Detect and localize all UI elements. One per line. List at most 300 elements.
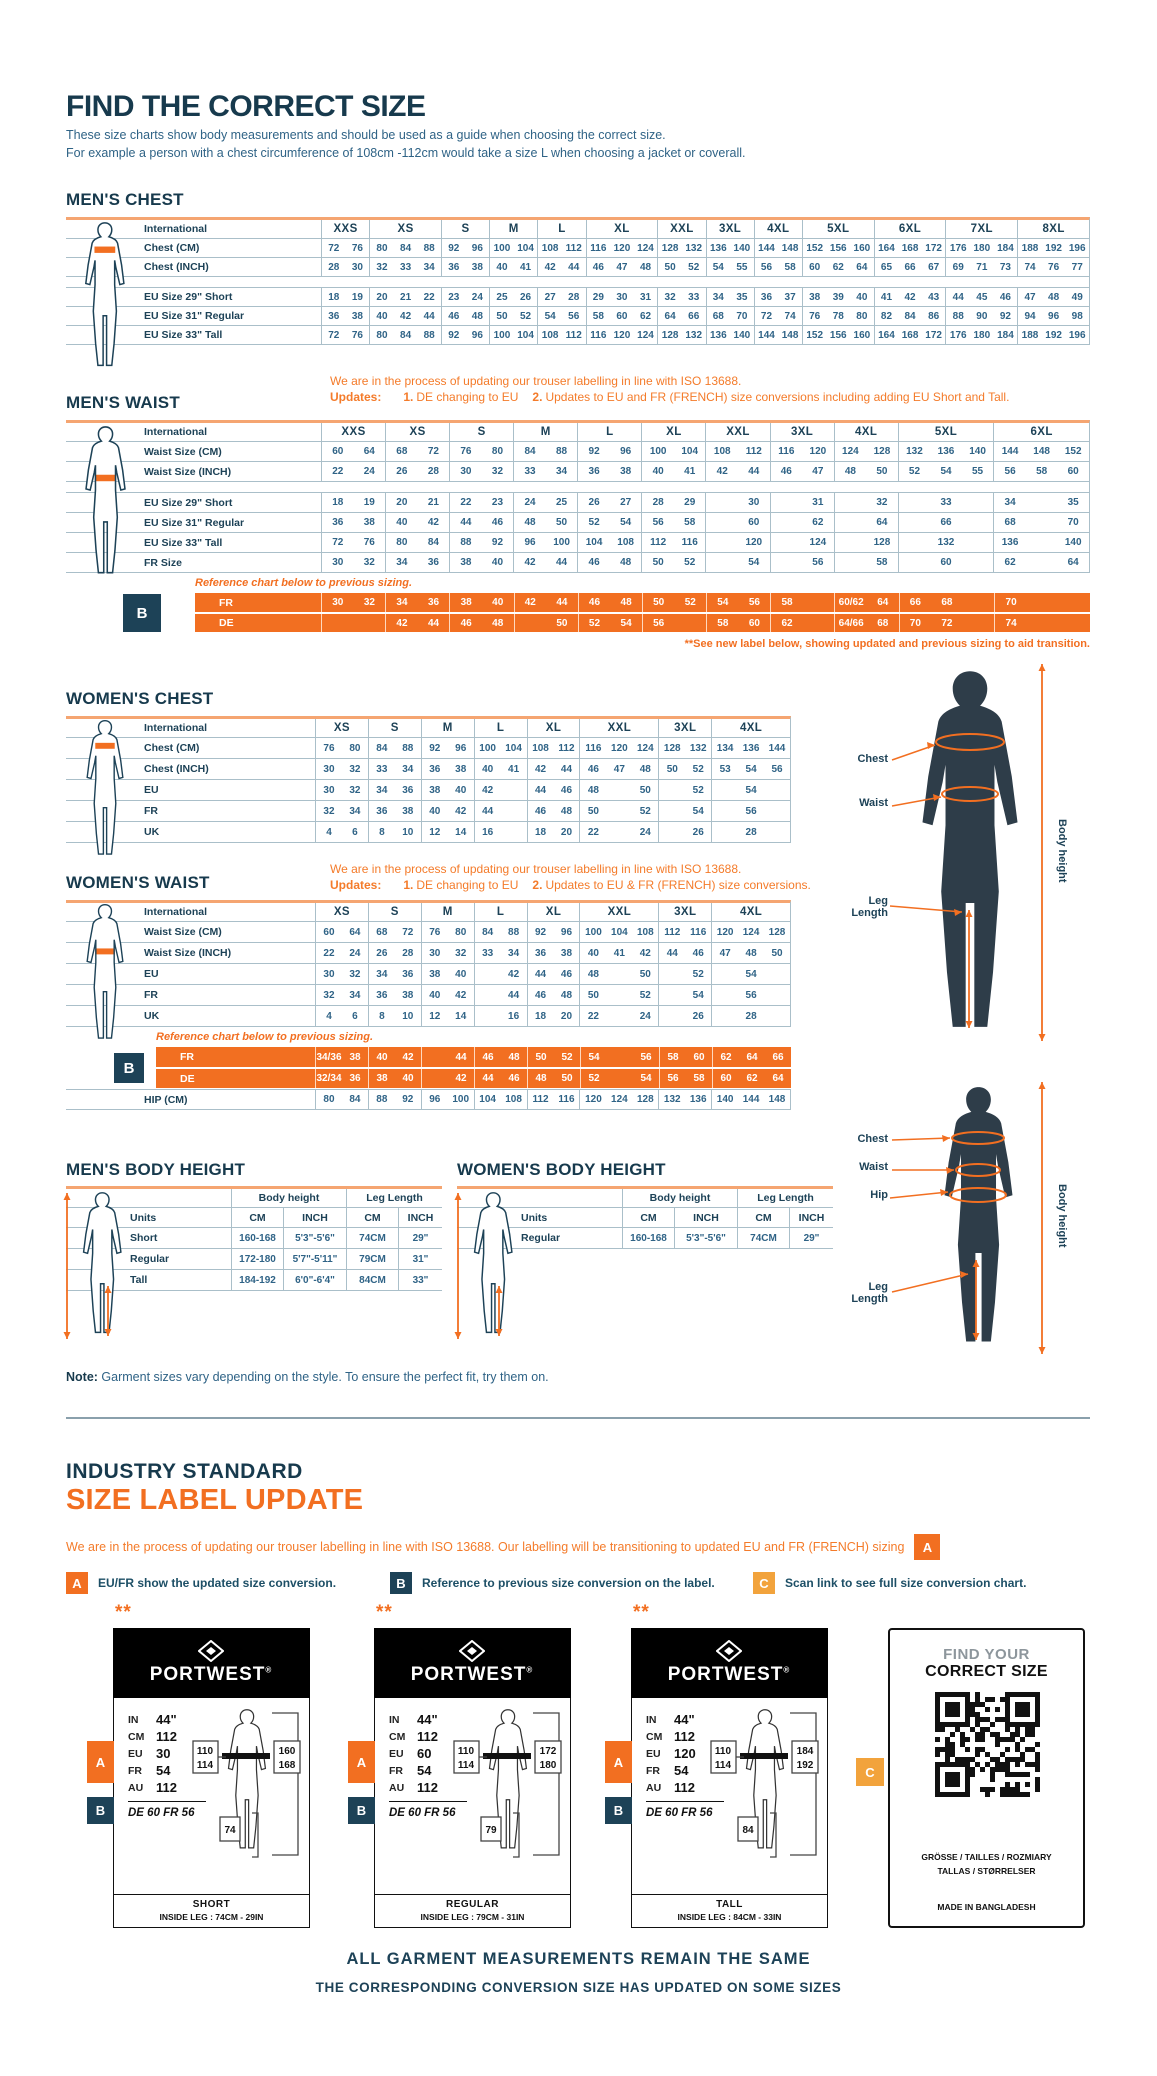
size-value: 96	[524, 537, 536, 548]
size-value: 26	[519, 291, 532, 303]
bh-col-header: INCH	[283, 1208, 346, 1227]
size-table-row	[66, 780, 791, 801]
size-value: 32	[349, 763, 361, 775]
size-group	[658, 822, 711, 842]
size-value: 50	[555, 517, 568, 528]
size-value: L	[606, 426, 614, 438]
bh-col-header: CM	[622, 1208, 674, 1227]
size-value: L	[558, 223, 566, 235]
size-value: 36	[760, 291, 773, 303]
size-value: 92	[491, 537, 504, 548]
size-group	[315, 903, 368, 921]
size-value: 43	[928, 291, 940, 303]
womens-waist-table	[66, 900, 791, 1110]
size-group	[527, 943, 580, 963]
size-value: 72	[941, 617, 953, 629]
size-value: 116	[590, 242, 607, 254]
size-value: 52	[688, 261, 700, 273]
size-value: 76	[809, 310, 821, 322]
previous-size-line: DE 60 FR 56	[128, 1807, 195, 1819]
size-group	[770, 553, 834, 572]
size-value: 50	[639, 968, 651, 980]
svg-text:180: 180	[539, 1760, 557, 1771]
size-value: 88	[460, 537, 472, 548]
size-group	[321, 326, 369, 344]
size-value: 31	[639, 291, 652, 303]
size-group	[513, 462, 577, 481]
size-value: 38	[809, 291, 821, 303]
size-table-row	[156, 1047, 791, 1068]
size-group	[711, 738, 790, 758]
size-value: 50	[652, 557, 664, 568]
size-value: 160	[853, 329, 871, 341]
size-value: 32	[455, 947, 467, 959]
size-group	[368, 759, 421, 779]
size-value: 50	[666, 763, 678, 775]
size-value: 54	[620, 517, 632, 528]
size-group	[945, 326, 1017, 344]
size-value: 21	[400, 291, 412, 303]
size-value: 36	[402, 784, 414, 796]
size-group	[527, 822, 580, 842]
size-value: 132	[685, 329, 703, 341]
size-value: 132	[685, 242, 703, 254]
bh-group-label: Leg Length	[737, 1189, 833, 1207]
size-value: 48	[535, 1073, 547, 1084]
size-group	[474, 903, 527, 921]
size-value: 52	[692, 784, 704, 796]
previous-size-line: DE 60 FR 56	[646, 1807, 713, 1819]
size-value: 148	[781, 242, 799, 254]
size-group	[421, 1090, 474, 1109]
size-value: 72	[760, 310, 773, 322]
size-value: 3XL	[718, 223, 742, 235]
size-value: 4XL	[739, 722, 763, 734]
size-value: 112	[532, 1094, 549, 1105]
measurement-key: FR	[389, 1764, 403, 1777]
size-group	[706, 288, 754, 306]
badge-b: B	[605, 1797, 632, 1824]
size-value: 6	[352, 826, 358, 838]
size-group	[834, 462, 898, 481]
size-value: 33	[688, 291, 700, 303]
row-label: Chest (CM)	[144, 242, 200, 254]
size-value: 8XL	[1042, 223, 1065, 235]
size-group	[770, 493, 834, 512]
size-value: 60	[323, 926, 335, 938]
size-group	[489, 258, 537, 276]
size-value: XS	[333, 906, 351, 918]
size-group	[754, 288, 802, 306]
size-value: XS	[333, 722, 351, 734]
size-value: 48	[844, 466, 856, 477]
size-value: 88	[423, 242, 435, 254]
size-value: 38	[620, 466, 632, 477]
size-value: 80	[491, 446, 504, 457]
mens-body-height-table	[66, 1186, 442, 1291]
size-group	[899, 614, 995, 632]
size-group	[321, 288, 369, 306]
size-group	[421, 943, 474, 963]
size-value: 92	[534, 926, 547, 938]
size-value: 46	[534, 989, 547, 1001]
size-group	[993, 553, 1089, 572]
size-value: 20	[560, 1010, 573, 1022]
label-figure-sketch	[453, 1705, 565, 1882]
size-value: 88	[555, 446, 568, 457]
size-value: 16	[508, 1010, 520, 1022]
size-group	[368, 719, 421, 737]
size-group	[537, 258, 585, 276]
size-value: 104	[505, 742, 522, 754]
size-value: 68	[877, 617, 889, 629]
bh-group-label: Body height	[622, 1189, 737, 1207]
size-value: 34	[402, 763, 414, 775]
registered-mark: ®	[783, 1665, 791, 1675]
measurement-list	[128, 1711, 177, 1796]
size-value: 164	[878, 329, 895, 341]
size-value: 48	[639, 763, 651, 775]
size-value: 34	[376, 784, 388, 796]
size-value: 108	[713, 446, 731, 457]
size-value: 136	[709, 329, 727, 341]
size-table-row	[66, 513, 1090, 533]
figure-label: Leg Length	[851, 1281, 888, 1305]
size-group	[441, 326, 489, 344]
transition-footnote: **See new label below, showing updated and previous sizing to aid transition.	[684, 638, 1090, 650]
size-group	[368, 964, 421, 984]
legend-item	[753, 1572, 1026, 1594]
size-value: 56	[745, 989, 757, 1001]
size-group	[658, 922, 711, 942]
size-group	[385, 423, 449, 441]
badge-a: A	[87, 1741, 114, 1783]
size-group	[711, 922, 790, 942]
size-value: 40	[429, 805, 441, 817]
womens-waist-title: WOMEN'S WAIST	[66, 873, 210, 892]
size-group	[658, 719, 711, 737]
size-value: 46	[560, 968, 573, 980]
size-value: 52	[639, 989, 651, 1001]
size-group	[321, 442, 385, 461]
size-group	[369, 288, 441, 306]
size-value: 44	[423, 310, 435, 322]
size-value: 38	[376, 1073, 388, 1084]
size-value: 184	[997, 242, 1014, 254]
size-value: 25	[496, 291, 508, 303]
size-group	[527, 1006, 580, 1026]
size-value: 160	[853, 242, 871, 254]
mens-waist-note	[330, 374, 1090, 405]
size-value: 40	[491, 557, 504, 568]
size-value: 74	[1024, 261, 1036, 273]
size-value: 50	[556, 617, 568, 629]
size-value: 52	[692, 763, 704, 775]
size-group	[705, 442, 769, 461]
svg-text:84: 84	[742, 1825, 754, 1836]
size-value: 84	[904, 310, 916, 322]
fit-name: SHORT	[192, 1899, 231, 1910]
measurement-row	[646, 1745, 696, 1762]
portwest-logo-header	[374, 1628, 571, 1698]
size-value: 10	[402, 1010, 414, 1022]
size-value: 50	[587, 805, 599, 817]
size-value: 44	[568, 261, 580, 273]
bh-data-row	[457, 1228, 833, 1249]
size-value: 34	[423, 261, 435, 273]
size-value: 48	[471, 310, 483, 322]
size-group	[586, 258, 658, 276]
size-group	[441, 220, 489, 238]
size-value: 38	[429, 784, 441, 796]
size-value: 132	[663, 1094, 681, 1105]
size-value: 34	[508, 947, 520, 959]
size-value: 116	[681, 537, 698, 548]
size-group	[874, 288, 946, 306]
size-value: 55	[736, 261, 748, 273]
size-value: 33	[376, 763, 388, 775]
size-value: 54	[544, 310, 556, 322]
size-table-row	[66, 922, 791, 943]
size-group	[657, 326, 705, 344]
size-group	[368, 1090, 421, 1109]
size-group	[474, 1047, 527, 1067]
size-value: 88	[508, 926, 520, 938]
size-group	[711, 822, 790, 842]
size-value: 152	[806, 329, 824, 341]
measurement-value: 112	[674, 1780, 695, 1795]
asterisks: **	[115, 1602, 132, 1623]
size-value: 66	[940, 517, 952, 528]
womens-waist-note	[330, 862, 950, 893]
size-value: 38	[429, 968, 441, 980]
size-value: 46	[592, 261, 604, 273]
size-value: 44	[455, 1051, 467, 1063]
size-value: 104	[585, 537, 603, 548]
size-value: 23	[491, 497, 504, 508]
row-label: Waist Size (CM)	[144, 445, 222, 458]
size-value: 22	[460, 497, 472, 508]
size-value: 36	[448, 261, 460, 273]
size-value: 40	[856, 291, 868, 303]
size-group	[321, 258, 369, 276]
size-value: 116	[690, 926, 707, 938]
size-value: 100	[493, 242, 511, 254]
size-group	[657, 258, 705, 276]
bh-data-row	[66, 1270, 442, 1291]
size-value: 52	[588, 617, 601, 629]
size-group	[441, 258, 489, 276]
size-value: XXS	[341, 426, 366, 438]
size-group	[874, 258, 946, 276]
size-value: 80	[856, 310, 868, 322]
size-group	[315, 801, 368, 821]
size-value: 48	[639, 261, 652, 273]
size-group	[368, 903, 421, 921]
size-value: 50	[653, 597, 665, 608]
size-value: 30	[460, 466, 472, 477]
bh-value: 74CM	[346, 1228, 398, 1248]
size-value: 32	[876, 497, 888, 508]
womens-body-height-table	[457, 1186, 833, 1249]
size-value: 42	[455, 805, 467, 817]
size-value: 34	[396, 597, 408, 608]
size-value: 36	[429, 763, 441, 775]
size-value: 56	[653, 617, 665, 629]
size-value: 98	[1071, 310, 1083, 322]
size-value: 42	[544, 261, 556, 273]
badge-b: B	[114, 1053, 144, 1083]
size-value: 22	[587, 826, 599, 838]
bh-fit-label: Short	[130, 1232, 158, 1244]
size-group	[474, 985, 527, 1005]
size-group	[993, 423, 1089, 441]
size-value: 54	[620, 617, 632, 629]
size-value: 69	[952, 261, 964, 273]
size-group	[993, 513, 1089, 532]
size-value: 52	[561, 1051, 573, 1063]
size-value: 54	[940, 466, 952, 477]
size-value: 58	[717, 617, 729, 629]
size-value: 30	[351, 261, 363, 273]
size-value: 40	[455, 968, 467, 980]
portwest-diamond-icon	[459, 1640, 485, 1662]
row-label: FR	[180, 1051, 194, 1063]
size-group	[657, 288, 705, 306]
row-label: International	[144, 722, 208, 734]
bh-col-header: INCH	[398, 1208, 442, 1227]
size-value: 50	[535, 1051, 547, 1063]
size-value: 40	[376, 1051, 388, 1063]
size-value: 44	[748, 466, 760, 477]
size-value: 18	[534, 1010, 547, 1022]
badge-a: A	[66, 1572, 88, 1594]
size-group	[586, 288, 658, 306]
size-group	[577, 493, 641, 512]
footer-line-2: THE CORRESPONDING CONVERSION SIZE HAS UPDATED ON SOME SIZES	[315, 1980, 842, 1995]
size-group	[474, 922, 527, 942]
size-group	[945, 258, 1017, 276]
size-value: 5XL	[934, 426, 958, 438]
size-group	[321, 493, 385, 512]
row-label: EU Size 33" Tall	[144, 329, 223, 341]
size-value: 28	[328, 261, 340, 273]
bh-value: 184-192	[231, 1270, 283, 1290]
size-value: 120	[745, 537, 763, 548]
size-value: 60	[748, 617, 760, 629]
size-group	[711, 903, 790, 921]
size-group	[706, 614, 770, 632]
size-value: 62	[639, 310, 652, 322]
svg-text:184: 184	[796, 1746, 814, 1757]
size-group	[315, 1047, 368, 1067]
mens-chest-title: MEN'S CHEST	[66, 190, 184, 209]
brand-name	[668, 1664, 791, 1686]
size-table-row	[66, 462, 1090, 482]
size-group	[449, 493, 513, 512]
size-table-header-row	[66, 900, 791, 922]
measurement-value: 54	[417, 1763, 432, 1778]
svg-text:110: 110	[714, 1746, 732, 1757]
size-value: 29	[684, 497, 696, 508]
bh-data-row	[66, 1249, 442, 1270]
size-value: 56	[640, 1051, 652, 1063]
size-value: 56	[760, 261, 773, 273]
size-value: 58	[684, 517, 696, 528]
size-group	[579, 1006, 658, 1026]
size-group	[527, 922, 580, 942]
size-value: 104	[479, 1094, 496, 1105]
brand-name	[150, 1664, 273, 1686]
size-group	[641, 423, 705, 441]
size-value: 76	[429, 926, 441, 938]
size-value: 64/66	[838, 617, 864, 629]
size-value: 56	[745, 805, 757, 817]
row-label: FR	[144, 989, 158, 1001]
size-value: 62	[832, 261, 844, 273]
size-group	[577, 442, 641, 461]
measurement-list	[389, 1711, 438, 1796]
size-value: 66	[904, 261, 916, 273]
size-group	[586, 239, 658, 257]
bh-col-header: CM	[737, 1208, 789, 1227]
measurement-key: EU	[389, 1747, 404, 1760]
size-value: 4XL	[767, 223, 790, 235]
measurement-key: FR	[128, 1764, 142, 1777]
badge-b: B	[348, 1797, 375, 1824]
measurement-row	[646, 1779, 696, 1796]
measurement-key: IN	[128, 1713, 139, 1726]
size-value: 40	[587, 947, 599, 959]
size-value: 40	[429, 989, 441, 1001]
portwest-logo-header	[631, 1628, 828, 1698]
size-value: 192	[1045, 329, 1062, 341]
size-value: 48	[620, 557, 632, 568]
size-group	[754, 258, 802, 276]
size-group	[834, 553, 898, 572]
measurement-value: 112	[156, 1729, 177, 1744]
size-value: 84	[482, 926, 494, 938]
size-group	[368, 922, 421, 942]
row-label: Waist Size (INCH)	[144, 947, 232, 959]
womens-body-figure	[830, 1078, 1090, 1358]
size-value: 128	[636, 1094, 654, 1105]
size-value: XS	[397, 223, 414, 235]
size-group	[898, 462, 994, 481]
size-group	[321, 307, 369, 325]
size-value: 96	[455, 742, 467, 754]
size-value: 12	[429, 1010, 441, 1022]
measurement-key: EU	[646, 1747, 661, 1760]
size-value: 34	[349, 805, 361, 817]
size-label-update-heading: SIZE LABEL UPDATE	[66, 1484, 364, 1516]
size-group	[489, 326, 537, 344]
size-group	[834, 442, 898, 461]
size-value: 62	[812, 517, 824, 528]
size-group	[711, 985, 790, 1005]
size-value: 32	[363, 597, 375, 608]
size-table-row	[66, 943, 791, 964]
size-value: 124	[611, 1094, 628, 1105]
size-value: 140	[733, 329, 751, 341]
size-value: 64	[856, 261, 868, 273]
size-group	[315, 822, 368, 842]
size-value: 64	[664, 310, 676, 322]
size-group	[1017, 307, 1089, 325]
size-group	[527, 985, 580, 1005]
size-value: 70	[909, 617, 921, 629]
language-line-2: TALLAS / STØRRELSER	[937, 1866, 1036, 1876]
